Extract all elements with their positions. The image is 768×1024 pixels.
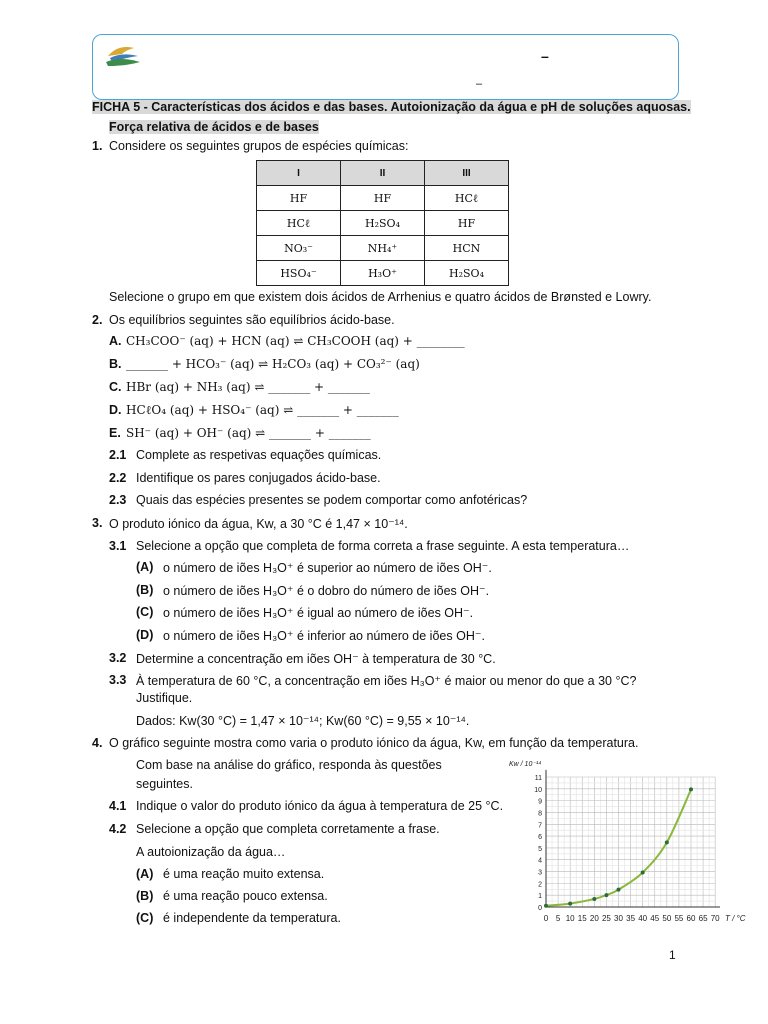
q4-intro: seguintes. (136, 777, 193, 791)
table-cell: HCℓ (257, 211, 341, 236)
x-tick-label: 65 (698, 914, 708, 923)
table-header: III (425, 161, 509, 186)
data-point (592, 897, 596, 901)
y-axis-label: Kw / 10⁻¹⁴ (509, 761, 542, 768)
dados-text: Dados: Kw(30 °C) = 1,47 × 10⁻¹⁴; Kw(60 °C) = 9,55 × 10⁻¹⁴. (136, 714, 470, 728)
table-cell: NO₃⁻ (257, 236, 341, 261)
sub-text: Indique o valor do produto iónico da água à temperatura de 25 °C. (136, 799, 504, 813)
x-tick-label: 35 (626, 914, 636, 923)
eq-label: B. (109, 357, 122, 371)
school-logo (104, 42, 142, 68)
option-text: o número de iões H₃O⁺ é o dobro do número de iões OH⁻. (163, 584, 490, 598)
equation: CH₃COO⁻ (aq) + HCN (aq) ⇌ CH₃COOH (aq) + ________ (126, 334, 465, 348)
table-cell: HSO₄⁻ (257, 261, 341, 286)
table-cell: HF (257, 186, 341, 211)
option-text: é uma reação muito extensa. (163, 867, 325, 881)
sub-number: 3.1 (109, 539, 127, 553)
y-tick-label: 0 (538, 905, 542, 912)
data-point (568, 902, 572, 906)
option-label: (D) (136, 628, 154, 642)
worksheet-subtitle: Força relativa de ácidos e de bases (109, 120, 319, 134)
q3-number: 3. (92, 516, 103, 530)
sub-number: 4.1 (109, 799, 127, 813)
x-tick-label: 0 (543, 914, 549, 923)
eq-label: D. (109, 403, 122, 417)
table-header: I (257, 161, 341, 186)
q1-text: Considere os seguintes grupos de espécies químicas: (109, 139, 409, 153)
equation: HCℓO₄ (aq) + HSO₄⁻ (aq) ⇌ _______ + _______ (126, 403, 399, 417)
option-text: é uma reação pouco extensa. (163, 889, 328, 903)
q2-number: 2. (92, 313, 103, 327)
table-header: II (341, 161, 425, 186)
sub-text: Selecione a opção que completa de forma correta a frase seguinte. A esta temperatura… (136, 539, 630, 553)
y-tick-label: 2 (538, 881, 542, 889)
option-text: o número de iões H₃O⁺ é inferior ao número de iões OH⁻. (163, 629, 485, 643)
sub-number: 4.2 (109, 822, 127, 836)
y-tick-label: 5 (538, 845, 542, 853)
sub-number: 2.3 (109, 493, 127, 507)
y-tick-label: 10 (534, 786, 542, 794)
sub-number: 2.1 (109, 448, 127, 462)
q3-text: O produto iónico da água, Kw, a 30 °C é 1,47 × 10⁻¹⁴. (109, 517, 408, 531)
x-tick-label: 25 (601, 914, 611, 923)
table-cell: H₂SO₄ (425, 261, 509, 286)
data-point (617, 888, 621, 892)
x-tick-label: 5 (555, 914, 561, 923)
sub-number: 3.3 (109, 673, 127, 687)
table-cell: HF (425, 211, 509, 236)
sub-number: 3.2 (109, 651, 127, 665)
sub-text: Identifique os pares conjugados ácido-base. (136, 471, 381, 485)
table-cell: NH₄⁺ (341, 236, 425, 261)
option-label: (B) (136, 889, 154, 903)
equation: _______ + HCO₃⁻ (aq) ⇌ H₂CO₃ (aq) + CO₃²⁻ (aq) (126, 357, 420, 371)
worksheet-title: FICHA 5 - Características dos ácidos e das bases. Autoionização da água e pH de soluções aquosas. (92, 100, 691, 114)
y-tick-label: 8 (538, 810, 542, 818)
option-label: (C) (136, 911, 154, 925)
x-tick-label: 30 (614, 914, 623, 923)
data-point (689, 787, 693, 791)
q2-text: Os equilíbrios seguintes são equilíbrios ácido-base. (109, 313, 395, 327)
table-cell: H₂SO₄ (341, 211, 425, 236)
x-tick-label: 50 (662, 914, 672, 923)
eq-label: C. (109, 380, 122, 394)
sub-text: Quais das espécies presentes se podem comportar como anfotéricas? (136, 493, 528, 507)
q4-intro: Com base na análise do gráfico, responda às questões (136, 758, 442, 772)
kw-temperature-chart (505, 755, 760, 930)
equation: SH⁻ (aq) + OH⁻ (aq) ⇌ _______ + _______ (126, 426, 371, 440)
sub-text: Complete as respetivas equações químicas. (136, 448, 382, 462)
data-point (604, 893, 608, 897)
x-tick-label: 45 (650, 914, 660, 923)
option-label: (A) (136, 560, 154, 574)
option-text: o número de iões H₃O⁺ é igual ao número de iões OH⁻. (163, 606, 474, 620)
y-tick-label: 7 (538, 822, 542, 830)
header-box (92, 34, 679, 100)
q4-text: O gráfico seguinte mostra como varia o produto iónico da água, Kw, em função da temperatura. (109, 736, 639, 750)
q1-number: 1. (92, 139, 103, 153)
header-dash-top: – (541, 48, 549, 64)
x-tick-label: 40 (638, 914, 648, 923)
y-tick-label: 3 (538, 869, 542, 877)
x-tick-label: 15 (577, 914, 587, 923)
table-cell: HF (341, 186, 425, 211)
y-tick-label: 6 (538, 834, 542, 842)
data-point (544, 904, 548, 908)
table-cell: HCN (425, 236, 509, 261)
y-tick-label: 4 (538, 857, 542, 865)
x-tick-label: 10 (565, 914, 575, 923)
data-point (641, 870, 645, 874)
sub-number: 2.2 (109, 471, 127, 485)
q1-after: Selecione o grupo em que existem dois ácidos de Arrhenius e quatro ácidos de Brønsted e Lowry. (109, 290, 652, 304)
q4-number: 4. (92, 736, 103, 750)
sub-text: Determine a concentração em iões OH⁻ à temperatura de 30 °C. (136, 652, 496, 666)
y-tick-label: 9 (538, 798, 542, 806)
option-label: (C) (136, 605, 154, 619)
option-label: (B) (136, 583, 154, 597)
option-text: é independente da temperatura. (163, 911, 341, 925)
table-cell: H₃O⁺ (341, 261, 425, 286)
x-tick-label: 20 (589, 914, 599, 923)
option-text: o número de iões H₃O⁺ é superior ao número de iões OH⁻. (163, 561, 492, 575)
y-tick-label: 11 (534, 775, 542, 782)
equation: HBr (aq) + NH₃ (aq) ⇌ _______ + _______ (126, 380, 370, 394)
sub-text: Selecione a opção que completa corretamente a frase. (136, 822, 440, 836)
sub-text: Justifique. (136, 691, 193, 705)
sub-text: À temperatura de 60 °C, a concentração em iões H₃O⁺ é maior ou menor do que a 30 °C? (136, 674, 637, 688)
header-dash-bottom: – (476, 78, 483, 90)
q4-lead: A autoionização da água… (136, 845, 286, 859)
eq-label: A. (109, 334, 122, 348)
x-tick-label: 55 (674, 914, 684, 923)
species-table (256, 160, 509, 286)
data-point (665, 840, 669, 844)
table-cell: HCℓ (425, 186, 509, 211)
option-label: (A) (136, 867, 154, 881)
x-tick-label: 70 (710, 914, 720, 923)
eq-label: E. (109, 426, 121, 440)
x-axis-label: T / °C (725, 914, 746, 923)
x-tick-label: 60 (686, 914, 696, 923)
y-tick-label: 1 (538, 893, 542, 901)
page-number: 1 (669, 948, 676, 962)
